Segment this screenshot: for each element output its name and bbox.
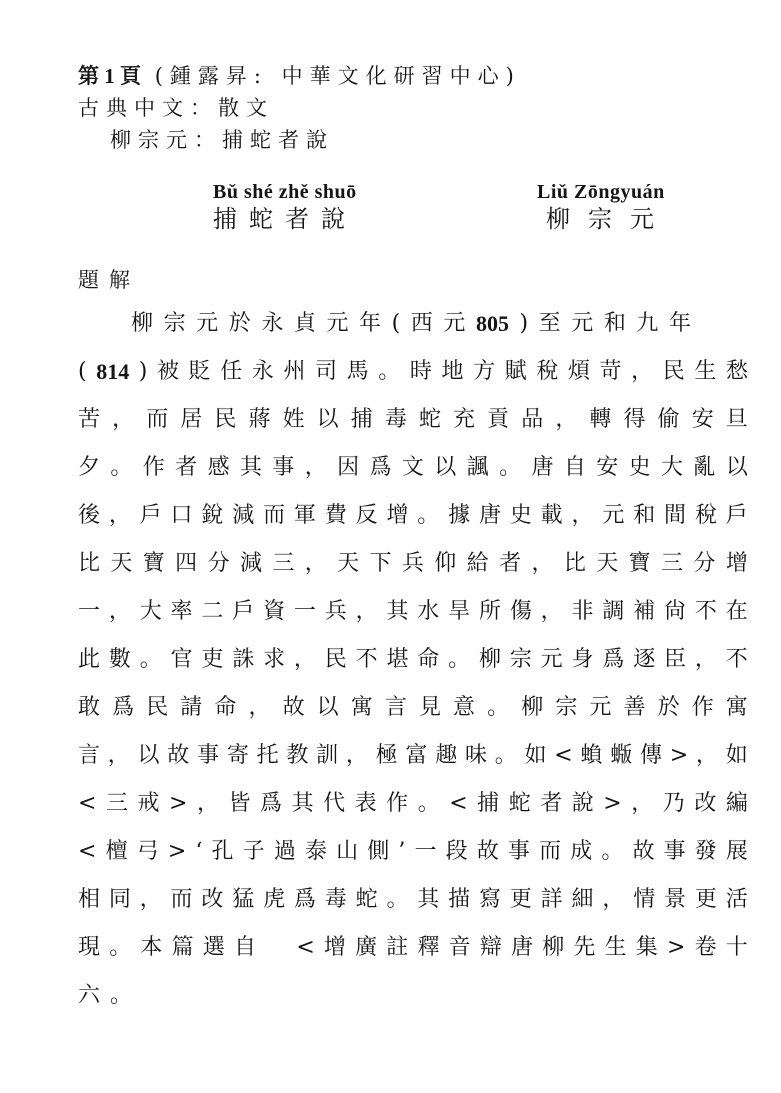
paragraph-line: 敢 爲 民 請 命 ， 故 以 寓 言 見 意 。 柳 宗 元 善 於 作 寓 xyxy=(78,695,748,720)
paragraph-line: 相 同 ， 而 改 猛 虎 爲 毒 蛇 。 其 描 寫 更 詳 細 ， 情 景 更 活 xyxy=(78,887,748,912)
paragraph-line: 此 數 。 官 吏 誅 求 ， 民 不 堪 命 。 柳 宗 元 身 爲 逐 臣 ， 不 xyxy=(78,647,748,672)
paragraph-line: 現 。 本 篇 選 自 < 增 廣 註 釋 音 辯 唐 柳 先 生 集 > 卷 十 xyxy=(78,935,748,960)
paragraph-line: 言 ， 以 故 事 寄 托 教 訓 ， 極 富 趣 味 。 如 < 蝜 蝂 傳 > ， 如 xyxy=(78,743,748,768)
author-name: 柳宗元 xyxy=(546,205,672,233)
header-line-category: 古典中文：散文 xyxy=(78,96,274,120)
paragraph-line: 夕 。 作 者 感 其 事 ， 因 爲 文 以 諷 。 唐 自 安 史 大 亂 以 xyxy=(78,455,748,480)
author-pinyin: Liǔ Zōngyuán xyxy=(537,181,665,203)
paragraph-line: < 檀 弓 > ‘ 孔 子 過 泰 山 側 ’ 一 段 故 事 而 成 。 故 事 發 展 xyxy=(78,839,748,864)
paragraph-line: 柳 宗 元 於 永 貞 元 年 ( 西 元 805 ) 至 元 和 九 年 xyxy=(131,311,691,336)
header-source: (鍾露昇: 中華文化研習中心) xyxy=(154,64,521,88)
paragraph-line: 六 。 xyxy=(78,983,133,1008)
paragraph-line: 比 天 寶 四 分 減 三 ， 天 下 兵 仰 給 者 ， 比 天 寶 三 分 增 xyxy=(78,551,748,576)
title-pinyin: Bǔ shé zhě shuō xyxy=(213,181,357,203)
essay-title: 捕蛇者說 xyxy=(213,205,357,233)
paragraph-line: 後 ， 戶 口 銳 減 而 軍 費 反 增 。 據 唐 史 載 ， 元 和 間 稅 戶 xyxy=(78,503,748,528)
paragraph-line: < 三 戒 > ， 皆 爲 其 代 表 作 。 < 捕 蛇 者 說 > ， 乃 改 編 xyxy=(78,791,748,816)
header-line-page xyxy=(78,62,521,90)
paragraph-line: 苦 ， 而 居 民 蔣 姓 以 捕 毒 蛇 充 貢 品 ， 轉 得 偷 安 旦 xyxy=(78,407,748,432)
header-page-number: 第 1 頁 xyxy=(78,64,141,88)
paragraph-line: 一 ， 大 率 二 戶 資 一 兵 ， 其 水 旱 所 傷 ， 非 調 補 尙 不 在 xyxy=(78,599,748,624)
paragraph-line: ( 814 ) 被 貶 任 永 州 司 馬 。 時 地 方 賦 稅 煩 苛 ， 民 生 愁 xyxy=(78,359,748,384)
section-heading: 題解 xyxy=(78,268,140,292)
header-line-work: 柳宗元：捕蛇者說 xyxy=(110,128,334,152)
